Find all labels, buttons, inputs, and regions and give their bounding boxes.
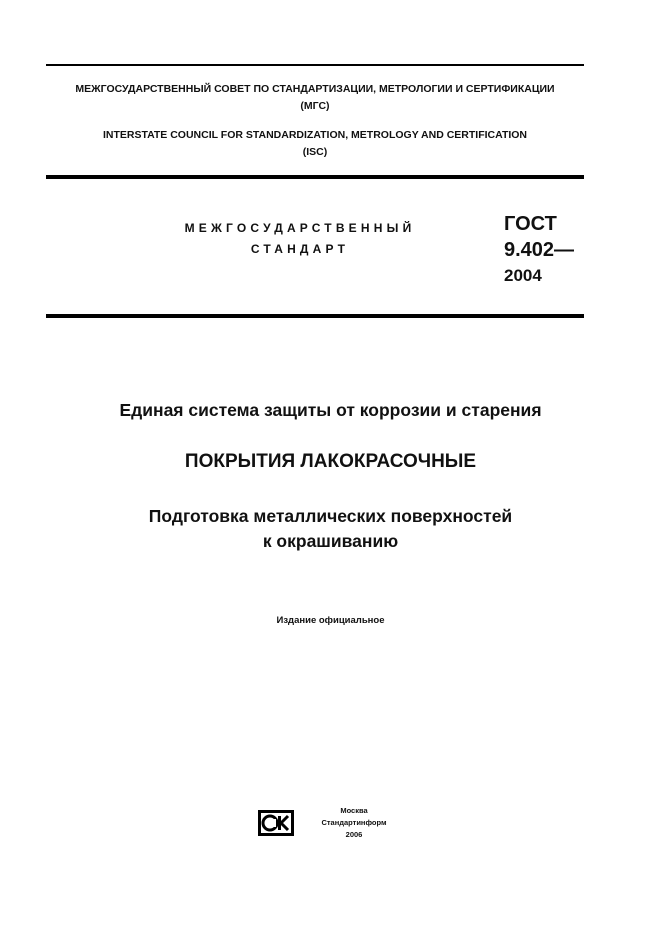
subtitle-line2: к окрашиванию — [262, 531, 399, 551]
top-rule — [46, 64, 584, 66]
standard-label — [150, 218, 450, 260]
council-name-ru — [46, 81, 584, 115]
publisher-city: Москва — [340, 806, 368, 815]
gost-line1: ГОСТ — [504, 213, 557, 235]
subtitle — [0, 504, 661, 554]
publisher-name: Стандартинформ — [321, 818, 387, 827]
subtitle-line1: Подготовка металлических поверхностей — [148, 506, 513, 526]
system-title: Единая система защиты от коррозии и старения — [119, 400, 542, 420]
council-name-en — [46, 127, 584, 161]
gost-line2: 9.402— — [504, 239, 575, 261]
edition-note: Издание официальное — [276, 615, 385, 626]
council-name-en-line1: INTERSTATE COUNCIL FOR STANDARDIZATION, METROLOGY AND CERTIFICATION — [102, 129, 528, 141]
standard-label-line1: МЕЖГОСУДАРСТВЕННЫЙ — [184, 221, 416, 235]
header-rule — [46, 175, 584, 179]
main-title: ПОКРЫТИЯ ЛАКОКРАСОЧНЫЕ — [184, 451, 477, 472]
gost-line3: 2004 — [504, 266, 542, 285]
designation-rule — [46, 314, 584, 318]
standartinform-logo-icon — [258, 810, 294, 836]
council-abbr-ru: (МГС) — [300, 100, 330, 112]
gost-designation — [504, 211, 574, 289]
council-abbr-en: (ISC) — [302, 146, 328, 158]
publisher-info — [304, 805, 404, 841]
publisher-year: 2006 — [345, 830, 363, 839]
standard-label-line2: СТАНДАРТ — [250, 242, 350, 256]
council-name-ru-line1: МЕЖГОСУДАРСТВЕННЫЙ СОВЕТ ПО СТАНДАРТИЗАЦИИ, МЕТРОЛОГИИ И СЕРТИФИКАЦИИ — [75, 83, 555, 95]
